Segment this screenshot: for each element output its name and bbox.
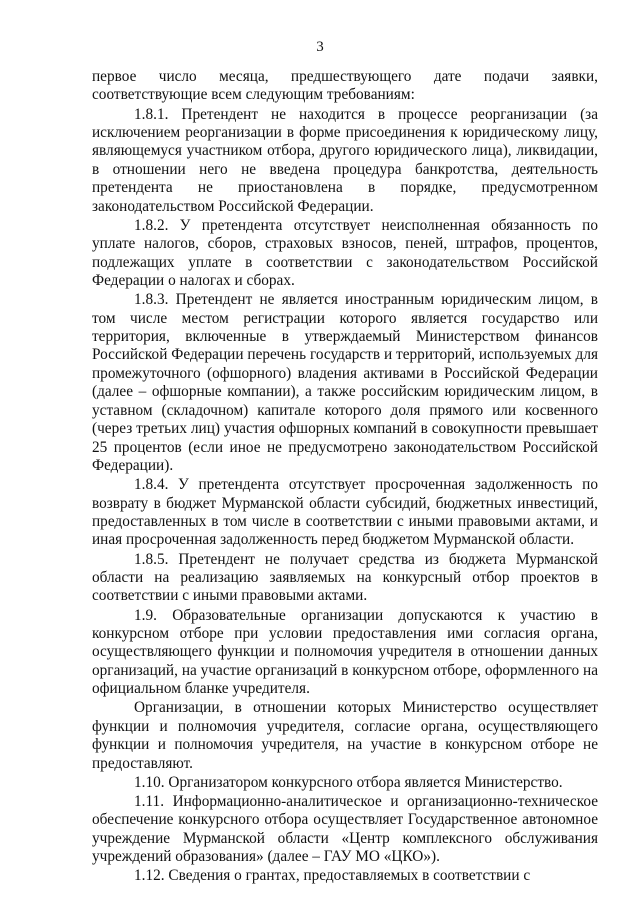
- paragraph-1-10: 1.10. Организатором конкурсного отбора является Министерство.: [134, 773, 563, 791]
- paragraph-1-8-5: 1.8.5. Претендент не получает средства из бюджета Мурманской области на реализацию заявляемых на конкурсный отбор проектов в соответствии с иными правовыми актами.: [92, 550, 598, 605]
- paragraph-1-11: 1.11. Информационно-аналитическое и организационно-техническое обеспечение конкурсного отбора осуществляет Государственное автономное учреждение Мурманской области «Центр комплексного обслуживания учреждений образования» (далее – ГАУ МО «ЦКО»).: [92, 793, 598, 866]
- paragraph-1-8-3: 1.8.3. Претендент не является иностранным юридическим лицом, в том числе местом регистрации которого является государство или территория, включенные в утверждаемый Министерством финансов Российской Федерации перечень государств и территорий, используемых для промежуточного (офшорного) владения активами в Российской Федерации (далее – офшорные компании), а также российским юридическим лицом, в уставном (складочном) капитале которого доля прямого или косвенного (через третьих лиц) участия офшорных компаний в совокупности превышает 25 процентов (если иное не предусмотрено законодательством Российской Федерации).: [92, 291, 598, 474]
- paragraph-organizations: Организации, в отношении которых Министерство осуществляет функции и полномочия учредителя, согласие органа, осуществляющего функции и полномочия учредителя, на участие в конкурсном отборе не предоставляют.: [92, 699, 598, 772]
- paragraph-1-8-2: 1.8.2. У претендента отсутствует неисполненная обязанность по уплате налогов, сборов, страховых взносов, пеней, штрафов, процентов, подлежащих уплате в соответствии с законодательством Российской Федерации о налогах и сборах.: [92, 216, 598, 290]
- page-number: 3: [316, 39, 324, 55]
- paragraph-1-9: 1.9. Образовательные организации допускаются к участию в конкурсном отборе при условии предоставления ими согласия органа, осуществляющего функции и полномочия учредителя в отношении данных организаций, на участие организаций в конкурсном отборе, оформленного на официальном бланке учредителя.: [92, 606, 598, 698]
- paragraph-continuation: первое число месяца, предшествующего дате подачи заявки, соответствующие всем следующим требованиям:: [92, 68, 598, 104]
- paragraph-1-8-4: 1.8.4. У претендента отсутствует просроченная задолженность по возврату в бюджет Мурманской области субсидий, бюджетных инвестиций, предоставленных в том числе в соответствии с иными правовыми актами, и иная просроченная задолженность перед бюджетом Мурманской области.: [92, 476, 598, 549]
- paragraph-1-8-1: 1.8.1. Претендент не находится в процессе реорганизации (за исключением реорганизации в форме присоединения к юридическому лицу, являющемуся участником отбора, другого юридического лица), ликвидации, в отношении него не введена процедура банкротства, деятельность претендента не приостановлена в порядке, предусмотренном законодательством Российской Федерации.: [92, 105, 598, 215]
- paragraph-1-12: 1.12. Сведения о грантах, предоставляемых в соответствии с: [134, 867, 531, 885]
- document-body: [92, 68, 598, 886]
